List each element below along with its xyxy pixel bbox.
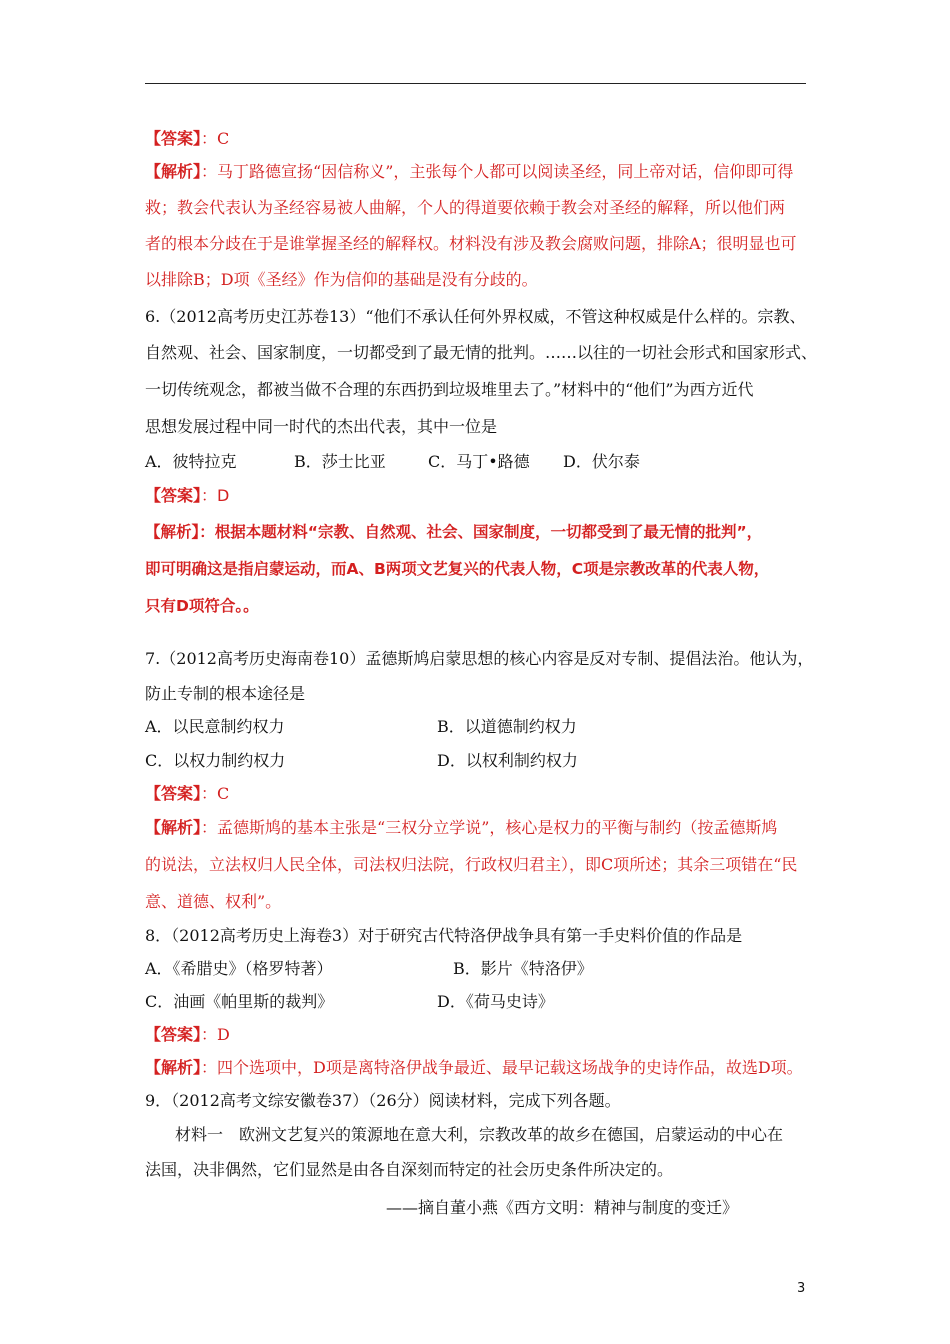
page-number: 3 [797, 1281, 806, 1296]
q8-option-c: C．油画《帕里斯的裁判》 [145, 992, 334, 1011]
q8-answer: 【答案】：D [145, 1025, 230, 1044]
q6-option-b: B．莎士比亚 [294, 452, 386, 471]
q6-option-c: C．马丁•路德 [428, 452, 530, 471]
q7-analysis-line-3: 意、道德、权利”。 [145, 892, 282, 911]
q7-option-a: A．以民意制约权力 [145, 717, 285, 736]
q8-stem: 8．（2012高考历史上海卷3）对于研究古代特洛伊战争具有第一手史料价值的作品是 [145, 926, 743, 945]
q7-stem-line-1: 7.（2012高考历史海南卷10）孟德斯鸠启蒙思想的核心内容是反对专制、提倡法治。他认为， [145, 649, 814, 668]
q7-option-d: D．以权利制约权力 [437, 751, 578, 770]
q5-analysis-line-4: 以排除B；D项《圣经》作为信仰的基础是没有分歧的。 [145, 270, 538, 289]
q7-answer: 【答案】：C [145, 784, 230, 803]
q7-option-b: B．以道德制约权力 [437, 717, 577, 736]
header-rule [145, 83, 806, 84]
q7-analysis-line-2: 的说法，立法权归人民全体，司法权归法院，行政权归君主），即C项所述；其余三项错在“民 [145, 855, 798, 874]
q6-stem-line-1: 6.（2012高考历史江苏卷13）“他们不承认任何外界权威，不管这种权威是什么样的。宗教、 [145, 307, 806, 326]
q8-option-b: B．影片《特洛伊》 [453, 959, 593, 978]
q5-answer: 【答案】：C [145, 129, 230, 148]
q6-analysis-line-2: 即可明确这是指启蒙运动，而A、B两项文艺复兴的代表人物，C项是宗教改革的代表人物， [145, 560, 770, 578]
q9-material-line-2: 法国，决非偶然，它们显然是由各自深刻而特定的社会历史条件所决定的。 [145, 1160, 674, 1179]
q6-analysis-line-1: 【解析】：根据本题材料“宗教、自然观、社会、国家制度，一切都受到了最无情的批判”， [145, 523, 763, 541]
q6-option-d: D．伏尔泰 [563, 452, 640, 471]
q9-material-line-1: 材料一 欧洲文艺复兴的策源地在意大利，宗教改革的故乡在德国，启蒙运动的中心在 [175, 1125, 784, 1144]
q9-stem: 9．（2012高考文综安徽卷37）（26分）阅读材料，完成下列各题。 [145, 1091, 621, 1110]
q6-answer: 【答案】：D [145, 486, 230, 505]
q6-stem-line-4: 思想发展过程中同一时代的杰出代表，其中一位是 [145, 417, 498, 436]
q5-analysis-line-2: 救；教会代表认为圣经容易被人曲解，个人的得道要依赖于教会对圣经的解释，所以他们两 [145, 198, 786, 217]
q5-analysis-line-3: 者的根本分歧在于是谁掌握圣经的解释权。材料没有涉及教会腐败问题，排除A；很明显也可 [145, 234, 797, 253]
q6-stem-line-3: 一切传统观念，都被当做不合理的东西扔到垃圾堆里去了。”材料中的“他们”为西方近代 [145, 380, 754, 399]
q8-option-a: A．《希腊史》（格罗特著） [145, 959, 333, 978]
q5-analysis-line-1: 【解析】：马丁路德宣扬“因信称义”，主张每个人都可以阅读圣经，同上帝对话，信仰即可得 [145, 162, 794, 181]
q9-source: ——摘自董小燕《西方文明：精神与制度的变迁》 [386, 1198, 739, 1217]
q8-analysis: 【解析】：四个选项中，D项是离特洛伊战争最近、最早记载这场战争的史诗作品，故选D项。 [145, 1058, 803, 1077]
q6-stem-line-2: 自然观、社会、国家制度，一切都受到了最无情的批判。……以往的一切社会形式和国家形式、 [145, 343, 818, 362]
q6-option-a: A．彼特拉克 [145, 452, 237, 471]
q7-stem-line-2: 防止专制的根本途径是 [145, 684, 306, 703]
q8-option-d: D．《荷马史诗》 [437, 992, 554, 1011]
q7-analysis-line-1: 【解析】：孟德斯鸠的基本主张是“三权分立学说”，核心是权力的平衡与制约（按孟德斯鸠 [145, 818, 778, 837]
q7-option-c: C．以权力制约权力 [145, 751, 286, 770]
q6-analysis-line-3: 只有D项符合。。 [145, 597, 259, 615]
